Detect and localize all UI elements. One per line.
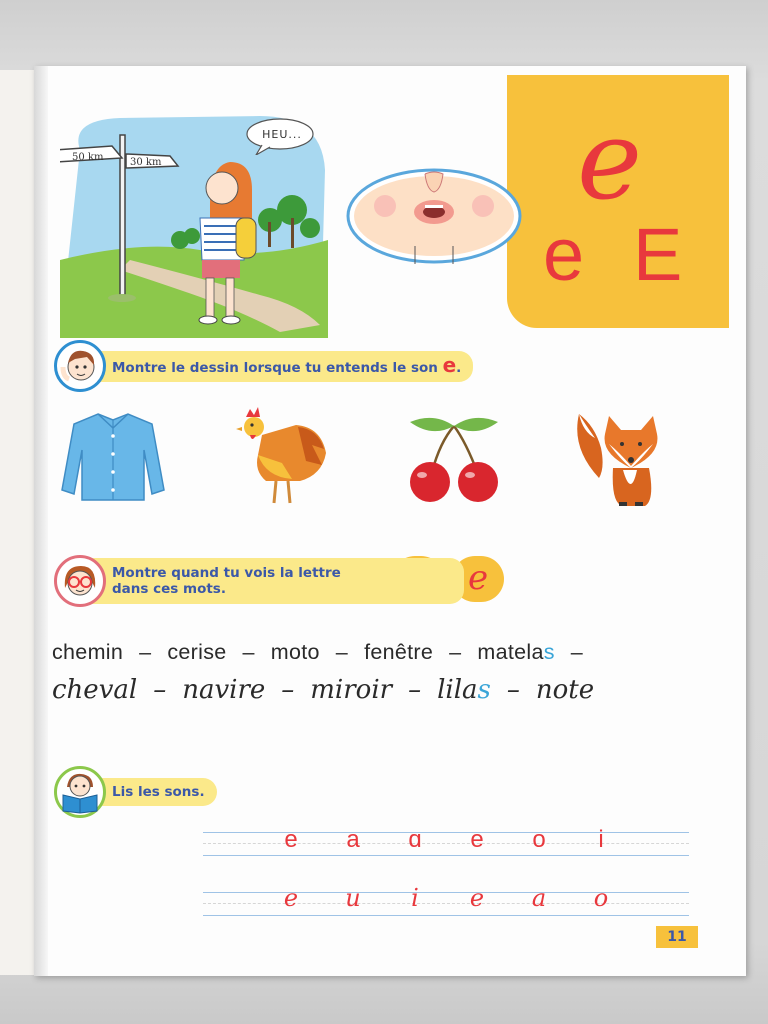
badge-cursive-e: e [452,556,504,602]
sound[interactable]: i [598,826,604,853]
word-row-cursive [52,675,594,705]
panel-uppercase-e: E [633,213,683,296]
boy-reading-icon [54,766,106,818]
word[interactable] [477,640,554,664]
word-separator: – [242,640,255,664]
word[interactable]: fenêtre [364,640,434,664]
word-base: lila [437,675,478,705]
word-separator: – [281,675,295,705]
word-row-print [52,640,599,665]
word[interactable]: moto [270,640,320,664]
fox-icon[interactable] [575,408,663,508]
word-separator: – [570,640,584,664]
page-spine-shadow [34,66,48,976]
word[interactable]: miroir [310,675,393,705]
sound[interactable]: e [283,884,299,912]
shirt-icon[interactable] [60,410,166,502]
instruction-read [54,766,217,818]
word[interactable]: navire [182,675,266,705]
sound[interactable]: o [593,884,609,912]
panel-lowercase-e: e [543,213,585,296]
sound-row-cursive [260,884,632,912]
left-page-edge [0,70,35,975]
word-separator: – [335,640,349,664]
sign-right-label: 30 km [130,157,162,168]
cherries-icon[interactable] [404,412,504,502]
mouth-illustration [345,168,523,268]
instruction-see-letter [54,555,464,607]
sound[interactable]: e [470,826,484,853]
sound[interactable]: o [532,826,546,853]
word[interactable]: cerise [167,640,227,664]
sound-row-print [260,826,632,854]
instruction-end: . [456,359,462,376]
rooster-icon[interactable] [236,405,328,509]
instruction-read-text: Lis les sons. [112,784,205,800]
instruction-listen [54,340,473,392]
boy-listening-icon [54,340,106,392]
silent-letter: s [477,675,491,705]
panel-cursive-e: e [577,96,643,224]
girl-glasses-icon [54,555,106,607]
sound[interactable]: e [284,826,298,853]
instruction-see-line1: Montre quand tu vois la lettre [112,565,341,581]
instruction-sound: e [442,352,457,377]
sound[interactable]: i [411,884,419,912]
page-number: 11 [656,926,698,948]
instruction-listen-text: Montre le dessin lorsque tu entends le son [112,359,438,376]
word[interactable]: chemin [52,640,124,664]
word-separator: – [139,640,152,664]
word-separator: – [449,640,462,664]
sound[interactable]: a [346,826,360,853]
instruction-see-line2: dans ces mots. [112,581,226,597]
sound[interactable]: e [469,884,485,912]
sound[interactable]: u [345,884,361,912]
word-separator: – [153,675,167,705]
sound[interactable]: ɑ [408,826,422,853]
word[interactable] [437,675,491,705]
silent-letter: s [543,640,555,664]
speech-bubble-text: HEU... [262,128,302,141]
sound[interactable]: a [531,884,547,912]
word-separator: – [408,675,422,705]
word-base: matela [477,640,544,664]
word[interactable]: cheval [52,675,138,705]
word[interactable]: note [535,675,595,705]
word-separator: – [506,675,520,705]
sign-left-label: 50 km [72,152,104,163]
